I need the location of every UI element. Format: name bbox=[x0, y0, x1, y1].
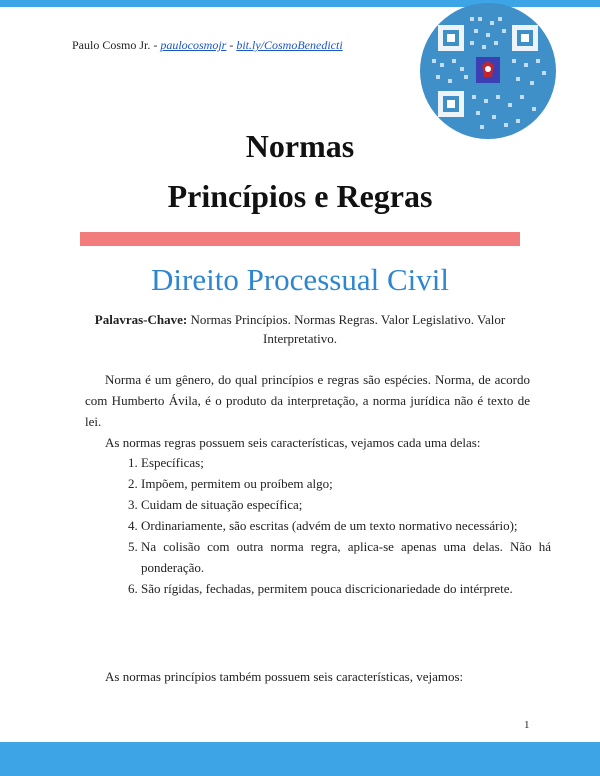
list-item: 1. Específicas; bbox=[141, 452, 551, 473]
title-divider bbox=[80, 232, 520, 246]
rules-list bbox=[120, 452, 551, 599]
qr-code-logo bbox=[420, 3, 556, 139]
keywords-line bbox=[70, 310, 530, 348]
header-separator: - bbox=[226, 38, 237, 52]
keywords-label: Palavras-Chave: bbox=[94, 312, 188, 327]
paragraph-principles-intro: As normas princípios também possuem seis características, vejamos: bbox=[105, 669, 464, 684]
qr-code-graphic bbox=[420, 3, 556, 139]
list-item: 3. Cuidam de situação específica; bbox=[141, 494, 551, 515]
list-item: 4. Ordinariamente, são escritas (advém de um texto normativo necessário); bbox=[141, 515, 551, 536]
list-item: 5. Na colisão com outra norma regra, aplica-se apenas uma delas. Não há ponderação. bbox=[141, 536, 551, 578]
short-url-link[interactable]: bit.ly/CosmoBenedicti bbox=[236, 38, 343, 52]
bottom-accent-bar bbox=[0, 742, 600, 776]
page-title-line2: Princípios e Regras bbox=[167, 178, 433, 214]
keywords-text: Normas Princípios. Normas Regras. Valor Legislativo. Valor Interpretativo. bbox=[187, 312, 506, 346]
section-subtitle: Direito Processual Civil bbox=[151, 262, 449, 297]
page-number: 1 bbox=[524, 719, 530, 731]
page-title-line1: Normas bbox=[245, 128, 355, 164]
list-item: 6. São rígidas, fechadas, permitem pouca discricionariedade do intérprete. bbox=[141, 578, 551, 599]
paragraph-rules-intro: As normas regras possuem seis características, vejamos cada uma delas: bbox=[105, 435, 481, 450]
list-item: 2. Impõem, permitem ou proíbem algo; bbox=[141, 473, 551, 494]
page-header bbox=[72, 38, 343, 53]
paragraph-intro: Norma é um gênero, do qual princípios e regras são espécies. Norma, de acordo com Humberto Ávila, é o produto da interpretação, a norma jurídica não é texto de lei. bbox=[85, 372, 530, 429]
author-handle-link[interactable]: paulocosmojr bbox=[160, 38, 227, 52]
author-name: Paulo Cosmo Jr. - bbox=[72, 38, 161, 52]
